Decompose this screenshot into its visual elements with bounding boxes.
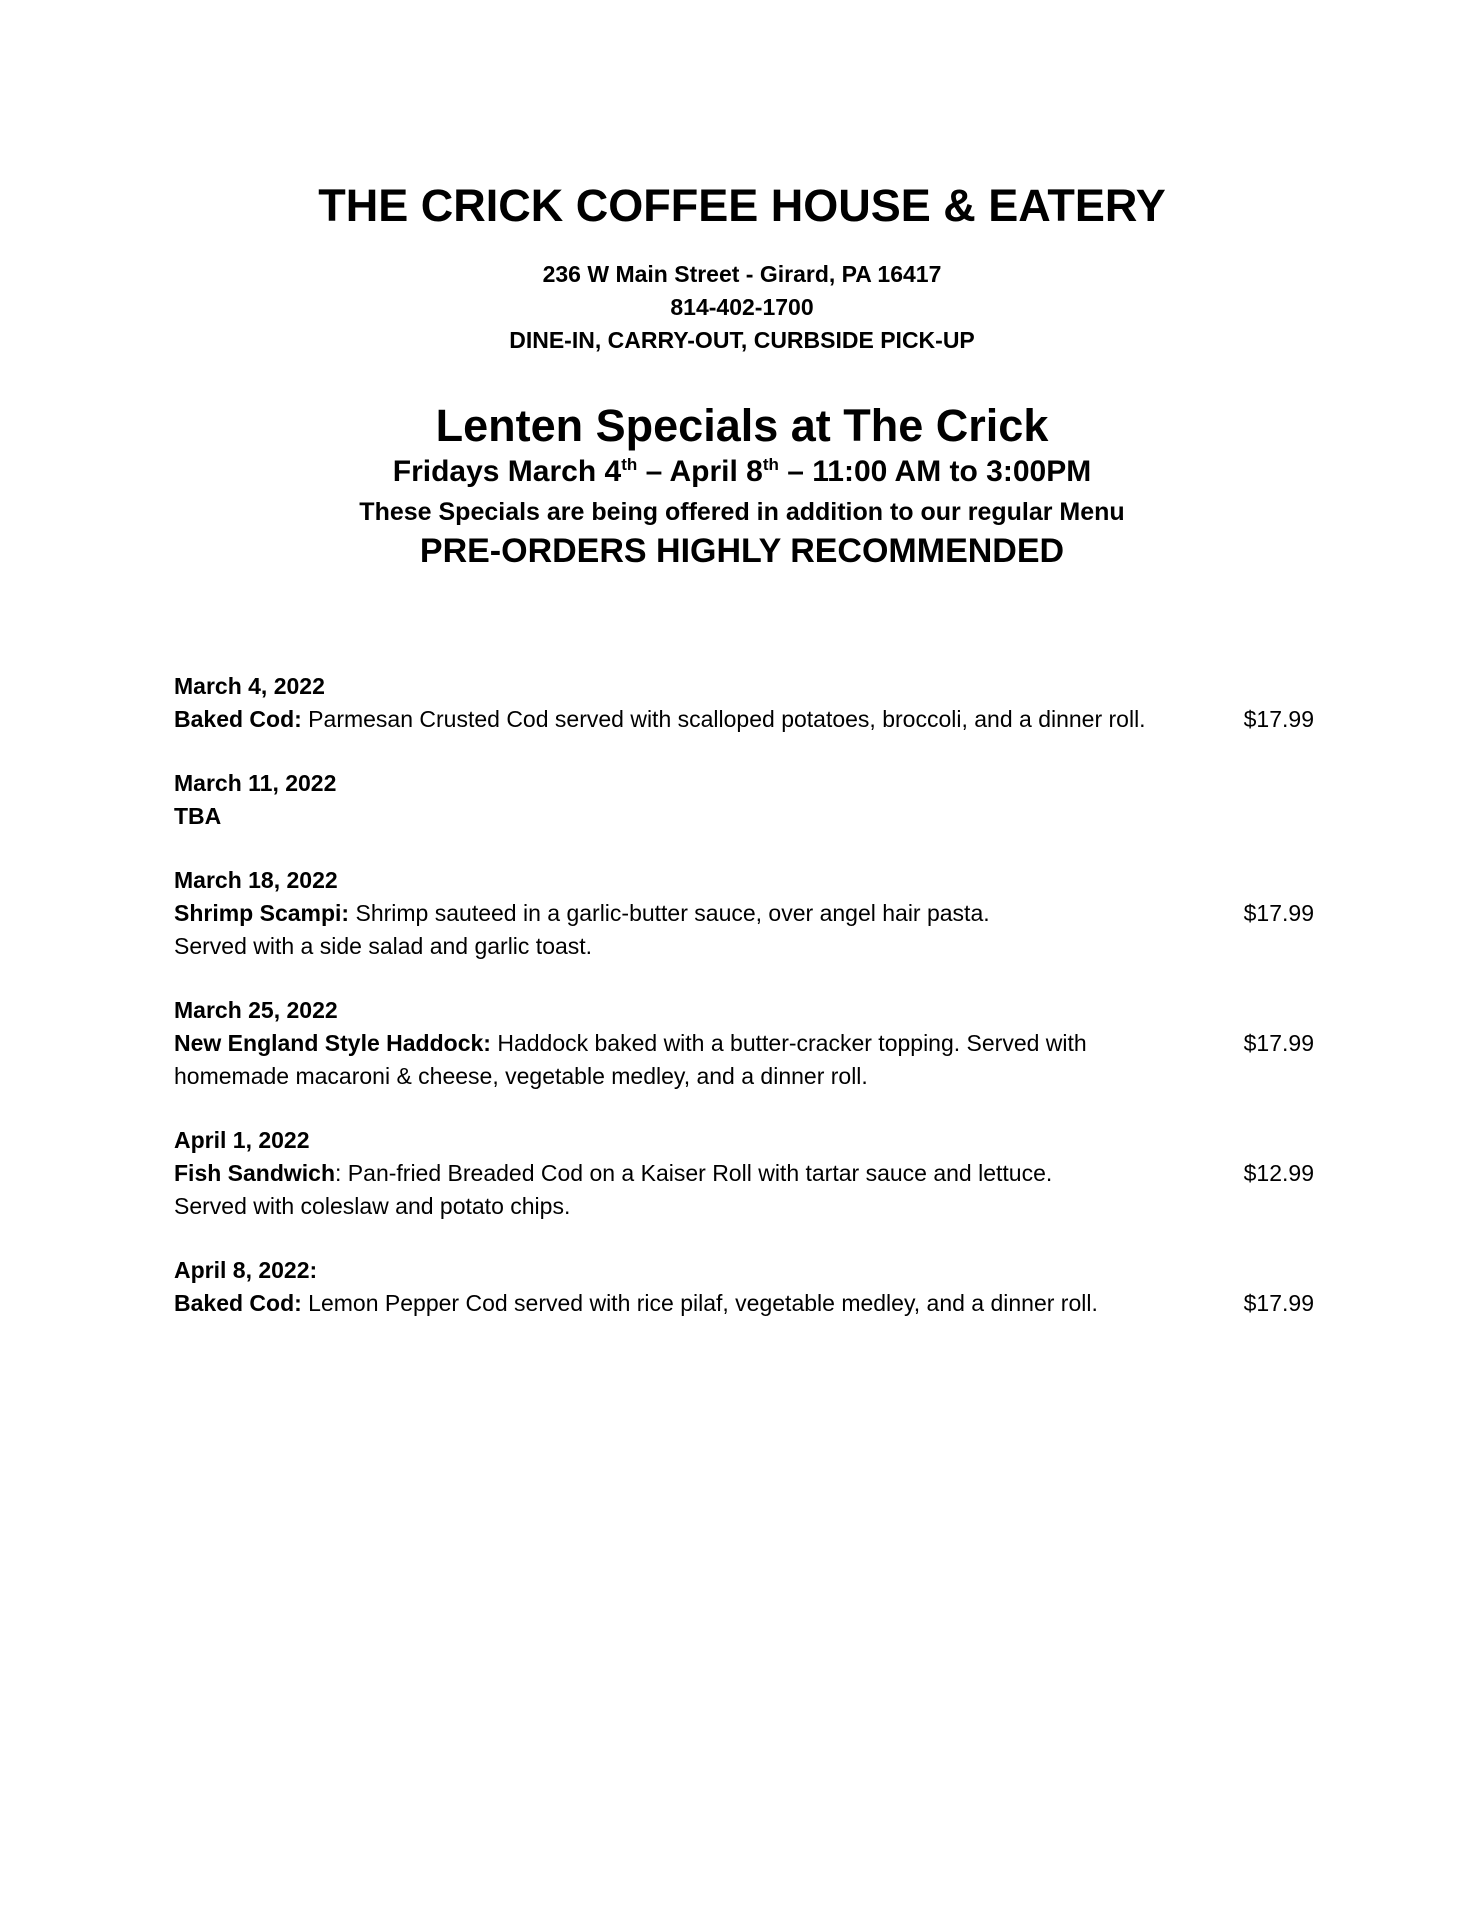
dates-ordinal-1: th: [621, 455, 638, 474]
phone-number: 814-402-1700: [670, 294, 814, 320]
special-entry-march-4: [174, 670, 1314, 736]
special-description: [174, 703, 1194, 736]
special-desc-line2: homemade macaroni & cheese, vegetable medley, and a dinner roll.: [174, 1063, 868, 1089]
special-price: $12.99: [1243, 1160, 1314, 1186]
special-date: April 1, 2022: [174, 1127, 310, 1153]
dates-ordinal-2: th: [762, 455, 779, 474]
promo-dates: [0, 455, 1484, 489]
special-desc-line1: Shrimp sauteed in a garlic-butter sauce, over angel hair pasta.: [349, 900, 990, 926]
business-name: THE CRICK COFFEE HOUSE & EATERY: [318, 180, 1166, 231]
special-row: [174, 1287, 1314, 1320]
special-description: [174, 1287, 1194, 1320]
special-entry-march-18: [174, 864, 1314, 963]
special-name: Shrimp Scampi:: [174, 900, 350, 926]
special-desc-line1: Parmesan Crusted Cod served with scalloped potatoes, broccoli, and a dinner roll.: [301, 706, 1146, 732]
special-name: Fish Sandwich: [174, 1160, 336, 1186]
special-row: [174, 897, 1314, 963]
special-price: $17.99: [1243, 1030, 1314, 1056]
contact-block: [0, 258, 1484, 357]
preorder-notice: PRE-ORDERS HIGHLY RECOMMENDED: [419, 532, 1065, 570]
special-description: [174, 897, 1194, 930]
service-options: DINE-IN, CARRY-OUT, CURBSIDE PICK-UP: [509, 327, 975, 353]
special-date: March 25, 2022: [174, 997, 338, 1023]
special-desc-line2: Served with coleslaw and potato chips.: [174, 1193, 571, 1219]
special-row: [174, 1027, 1314, 1093]
special-desc-line1: : Pan-fried Breaded Cod on a Kaiser Roll with tartar sauce and lettuce.: [335, 1160, 1053, 1186]
special-date: March 4, 2022: [174, 673, 325, 699]
special-entry-march-11: [174, 767, 1314, 833]
specials-list: [174, 670, 1314, 1351]
special-name: Baked Cod:: [174, 1290, 302, 1316]
dates-middle: – April 8: [637, 455, 763, 488]
special-date: April 8, 2022:: [174, 1257, 318, 1283]
promo-note: These Specials are being offered in addition to our regular Menu: [359, 498, 1125, 526]
special-date: March 11, 2022: [174, 770, 337, 796]
special-desc-line2: Served with a side salad and garlic toast.: [174, 933, 593, 959]
address: 236 W Main Street - Girard, PA 16417: [542, 261, 942, 287]
special-price: $17.99: [1243, 900, 1314, 926]
special-description: [174, 1027, 1194, 1060]
special-entry-april-8: [174, 1254, 1314, 1320]
special-row: [174, 703, 1314, 736]
special-price: $17.99: [1243, 706, 1314, 732]
special-tba: TBA: [174, 803, 222, 829]
special-row: [174, 1157, 1314, 1223]
special-desc-line1: Haddock baked with a butter-cracker topping. Served with: [490, 1030, 1087, 1056]
dates-prefix: Fridays March 4: [392, 455, 622, 488]
special-name: New England Style Haddock:: [174, 1030, 491, 1056]
special-entry-march-25: [174, 994, 1314, 1093]
promo-title: Lenten Specials at The Crick: [435, 400, 1049, 451]
special-description: [174, 1157, 1194, 1190]
special-name: Baked Cod:: [174, 706, 302, 732]
special-desc-line1: Lemon Pepper Cod served with rice pilaf, vegetable medley, and a dinner roll.: [301, 1290, 1098, 1316]
special-date: March 18, 2022: [174, 867, 338, 893]
dates-suffix: – 11:00 AM to 3:00PM: [778, 455, 1092, 488]
special-entry-april-1: [174, 1124, 1314, 1223]
special-price: $17.99: [1243, 1290, 1314, 1316]
